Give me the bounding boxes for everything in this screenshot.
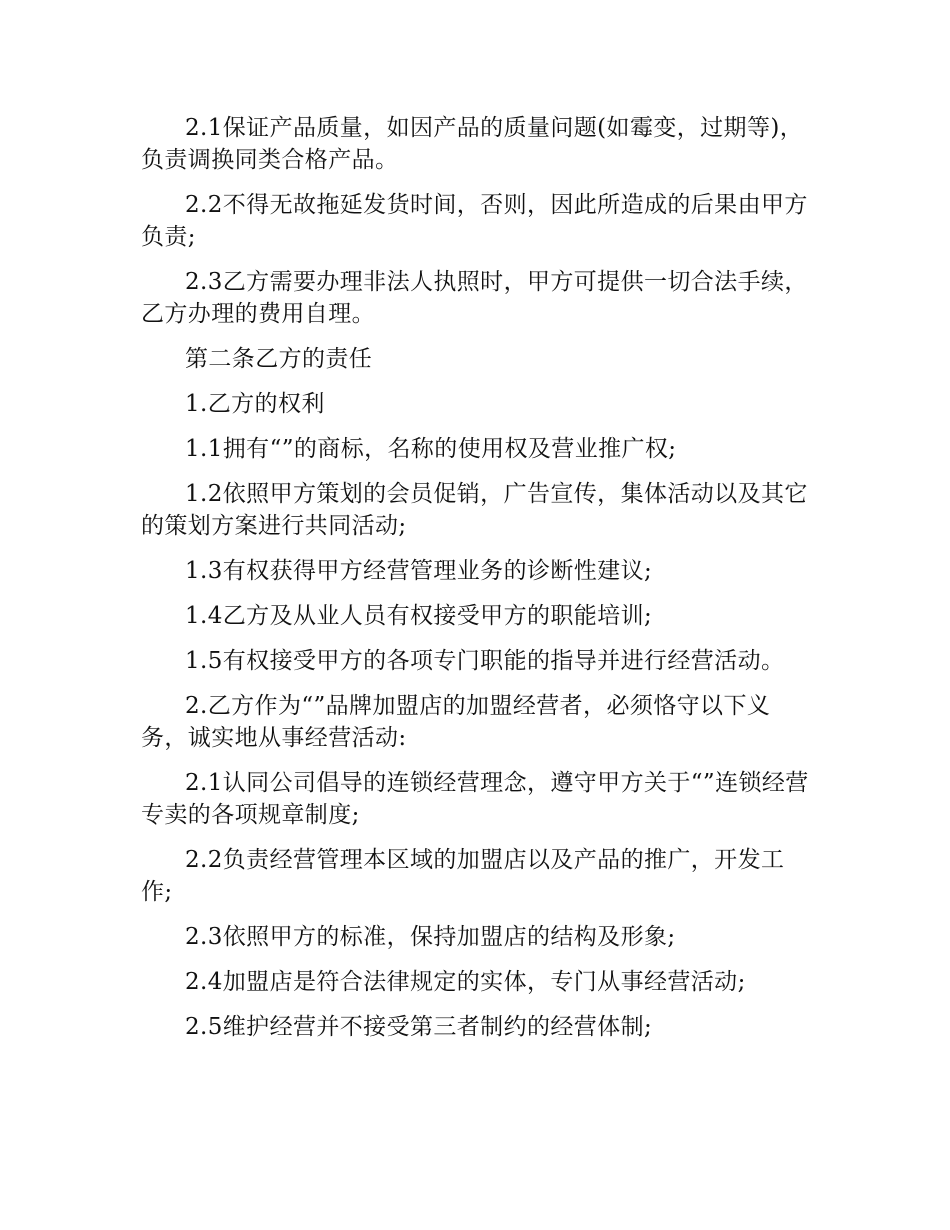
paragraph: 2.1保证产品质量，如因产品的质量问题(如霉变，过期等)，负责调换同类合格产品。 [141, 115, 804, 173]
section-heading: 第二条乙方的责任 [185, 346, 373, 372]
paragraph: 1.4乙方及从业人员有权接受甲方的职能培训; [185, 603, 653, 629]
paragraph: 2.4加盟店是符合法律规定的实体，专门从事经营活动; [185, 969, 746, 995]
paragraph: 1.1拥有“”的商标，名称的使用权及营业推广权; [185, 436, 677, 462]
document-body [141, 112, 813, 1056]
subsection-heading: 1.乙方的权利 [185, 391, 325, 417]
paragraph: 1.3有权获得甲方经营管理业务的诊断性建议; [185, 558, 653, 584]
paragraph: 2.3依照甲方的标准，保持加盟店的结构及形象; [185, 924, 676, 950]
paragraph: 2.1认同公司倡导的连锁经营理念，遵守甲方关于“”连锁经营专卖的各项规章制度; [141, 770, 809, 828]
paragraph: 1.2依照甲方策划的会员促销，广告宣传，集体活动以及其它的策划方案进行共同活动; [141, 481, 808, 539]
paragraph: 2.乙方作为“”品牌加盟店的加盟经营者，必须恪守以下义务，诚实地从事经营活动: [141, 693, 771, 751]
paragraph: 2.3乙方需要办理非法人执照时，甲方可提供一切合法手续，乙方办理的费用自理。 [141, 269, 808, 327]
paragraph: 2.2不得无故拖延发货时间，否则，因此所造成的后果由甲方负责; [141, 192, 808, 250]
paragraph: 2.2负责经营管理本区域的加盟店以及产品的推广，开发工作; [141, 847, 785, 905]
paragraph: 1.5有权接受甲方的各项专门职能的指导并进行经营活动。 [185, 648, 785, 674]
paragraph: 2.5维护经营并不接受第三者制约的经营体制; [185, 1014, 653, 1040]
